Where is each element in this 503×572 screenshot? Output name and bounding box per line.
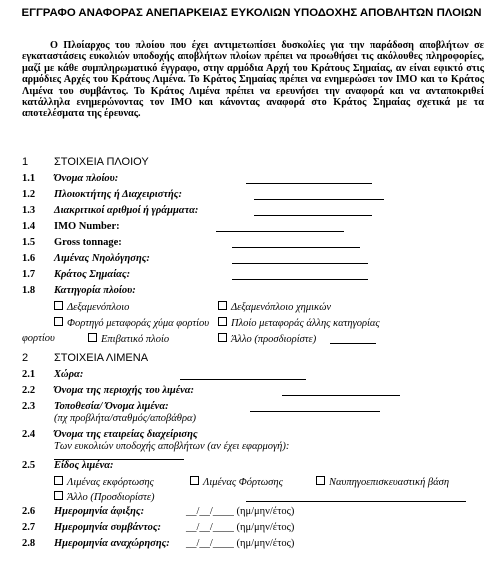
port-of-registry-input-line[interactable] [232,263,368,264]
arrival-date-input[interactable]: __/__/____ (ημ/μην/έτος) [186,506,295,517]
checkbox-other-vessel[interactable] [218,333,227,342]
option-unloading-port[interactable]: Λιμένας εκφόρτωσης [54,476,154,488]
checkbox-shipyard[interactable] [316,476,325,485]
port-area-input-line[interactable] [282,395,400,396]
field-operator: 2.4 Όνομα της εταιρείας διαχείρισης [22,429,198,440]
field-gross-tonnage: 1.5 Gross tonnage: [22,237,122,248]
field-departure-date: 2.8 Ημερομηνία αναχώρησης: [22,538,170,549]
owner-input-line[interactable] [254,199,384,200]
intro-text: Ο Πλοίαρχος του πλοίου που έχει αντιμετωπίσει δυσκολίες για την παράδοση αποβλήτων σε εγκαταστάσεις ευκολιών υποδοχής αποβλήτων πλοίων πρέπει να προωθήσει τις ακόλουθες πληροφορίες, μαζί με κάθε συμπληρωματικό έγγραφο, στην αρμόδια Αρχή του Κράτους Σημαίας, αν είναι εφικτό στις αρμόδιες Αρχές του Κράτους Λιμένα. Το Κράτος Σημαίας πρέπει να ενημερώσει τον IMO και το Κράτος Λιμένα του συμβάντος. Το Κράτος Λιμένα πρέπει να ερευνήσει την αναφορά και να ανταποκριθεί κατάλληλα ενημερώνοντας τον IMO και κάνοντας αναφορά στο Κράτος Σημαίας σχετικά με τα αποτελέσματα της έρευνας. [22,40,484,120]
operator-subtitle: Των ευκολιών υποδοχής αποβλήτων (αν έχει εφαρμογή): [54,441,290,452]
other-vessel-input-line[interactable] [330,343,376,344]
checkbox-unloading-port[interactable] [54,476,63,485]
document-title: ΕΓΓΡΑΦΟ ΑΝΑΦΟΡΑΣ ΑΝΕΠΑΡΚΕΙΑΣ ΕΥΚΟΛΙΩΝ ΥΠΟΔΟΧΗΣ ΑΠΟΒΛΗΤΩΝ ΠΛΟΙΩΝ [21,7,482,19]
gross-tonnage-input-line[interactable] [232,247,360,248]
option-shipyard[interactable]: Ναυπηγοεπισκευαστική βάση [316,476,449,488]
field-imo-number: 1.4 IMO Number: [22,221,120,232]
field-port-type: 2.5 Είδος λιμένα: [22,460,114,471]
section2-heading: 2 ΣΤΟΙΧΕΙΑ ΛΙΜΕΝΑ [22,352,149,364]
section1-heading: 1 ΣΤΟΙΧΕΙΑ ΠΛΟΙΟΥ [22,156,149,168]
field-owner: 1.2 Πλοιοκτήτης ή Διαχειριστής: [22,189,182,200]
field-incident-date: 2.7 Ημερομηνία συμβάντος: [22,522,162,533]
field-vessel-name: 1.1 Όνομα πλοίου: [22,173,119,184]
checkbox-bulk-carrier[interactable] [54,317,63,326]
location-hint: (πχ προβλήτα/σταθμός/αποβάθρα) [54,413,196,424]
field-port-area: 2.2 Όνομα της περιοχής του λιμένα: [22,385,195,396]
field-country: 2.1 Χώρα: [22,369,84,380]
checkbox-loading-port[interactable] [190,476,199,485]
field-location: 2.3 Τοποθεσία/ Όνομα λιμένα: [22,401,169,412]
checkbox-passenger[interactable] [88,333,97,342]
field-arrival-date: 2.6 Ημερομηνία άφιξης: [22,506,145,517]
option-loading-port[interactable]: Λιμένας Φόρτωσης [190,476,283,488]
option-other-port[interactable]: Άλλο (Προσδιορίστε) [54,491,155,503]
option-tanker[interactable]: Δεξαμενόπλοιο [54,301,129,313]
other-cargo-continuation: φορτίου [22,333,55,344]
option-chemical-tanker[interactable]: Δεξαμενόπλοιο χημικών [218,301,331,313]
flag-state-input-line[interactable] [232,279,368,280]
option-passenger[interactable]: Επιβατικό πλοίο [88,333,169,345]
incident-date-input[interactable]: __/__/____ (ημ/μην/έτος) [186,522,295,533]
vessel-name-input-line[interactable] [246,183,372,184]
field-port-of-registry: 1.6 Λιμένας Νηολόγησης: [22,253,150,264]
location-input-line[interactable] [250,411,380,412]
departure-date-input[interactable]: __/__/____ (ημ/μην/έτος) [186,538,295,549]
imo-number-input-line[interactable] [216,231,344,232]
other-port-input-line[interactable] [246,501,466,502]
checkbox-other-port[interactable] [54,491,63,500]
option-other-vessel[interactable]: Άλλο (προσδιορίστε) [218,333,316,345]
option-bulk-carrier[interactable]: Φορτηγό μεταφοράς χύμα φορτίου [54,317,209,329]
intro-paragraph [22,40,484,120]
field-flag-state: 1.7 Κράτος Σημαίας: [22,269,131,280]
field-vessel-type: 1.8 Κατηγορία πλοίου: [22,285,136,296]
country-input-line[interactable] [180,379,306,380]
option-other-cargo[interactable]: Πλοίο μεταφοράς άλλης κατηγορίας [218,317,380,329]
call-sign-input-line[interactable] [254,215,372,216]
checkbox-tanker[interactable] [54,301,63,310]
field-call-sign: 1.3 Διακριτικοί αριθμοί ή γράμματα: [22,205,199,216]
checkbox-other-cargo[interactable] [218,317,227,326]
checkbox-chemical-tanker[interactable] [218,301,227,310]
